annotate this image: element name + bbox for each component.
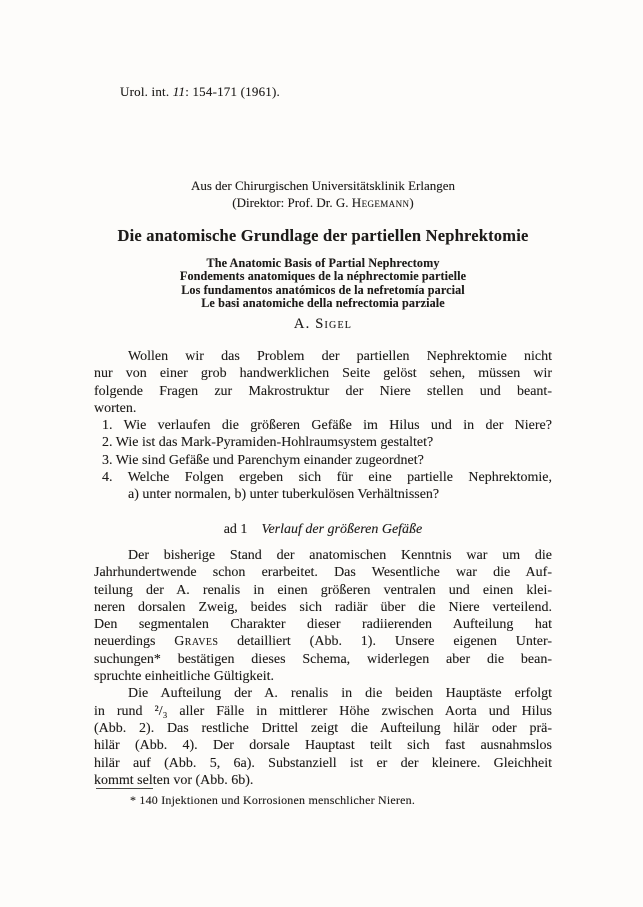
paragraph-line: teilung der A. renalis in einen größeren ventralen und einen klei- — [94, 582, 552, 598]
paragraph-line: (Abb. 2). Das restliche Drittel zeigt die Aufteilung hilär oder prä- — [94, 720, 552, 736]
paragraph-line: nur von einer grob handwerklichen Seite gelöst sehen, müssen wir — [94, 366, 552, 382]
text-run: ad 1 — [223, 521, 248, 537]
institution-line — [94, 178, 552, 195]
footnote-rule — [96, 788, 153, 789]
list-line: a) unter normalen, b) unter tuberkulösen Verhältnissen? — [128, 487, 440, 503]
text-run: 11 — [172, 84, 186, 99]
text-run — [247, 522, 261, 537]
translated-title: Le basi anatomiche della nefrectomia parziale — [201, 296, 445, 311]
institution-line — [94, 195, 552, 212]
paragraph-line: Die Aufteilung der A. renalis in die beiden Hauptäste erfolgt — [128, 686, 552, 702]
paragraph-line: folgende Fragen zur Makrostruktur der Niere stellen und beant- — [94, 383, 552, 399]
paragraph-line: hilär auf (Abb. 5, 6a). Substanziell ist er der kleinere. Gleichheit — [94, 755, 552, 771]
list-line: 4. Welche Folgen ergeben sich für eine partielle Nephrektomie, — [102, 470, 552, 486]
list-line: 1. Wie verlaufen die größeren Gefäße im Hilus und in der Niere? — [102, 418, 552, 434]
text-run: neuerdings — [94, 634, 175, 650]
paragraph-line: worten. — [94, 400, 137, 416]
translated-title: Fondements anatomiques de la néphrectomie partielle — [179, 269, 467, 284]
translated-titles — [94, 257, 552, 311]
article-title: Die anatomische Grundlage der partiellen Nephrektomie — [117, 226, 529, 245]
text-run: Verlauf der größeren Gefäße — [261, 521, 423, 537]
paragraph-line: kommt selten vor (Abb. 6b). — [94, 772, 254, 788]
text-run: detailliert (Abb. 1). Unsere eigenen Unter- — [218, 634, 552, 650]
paragraph-line: hilär (Abb. 4). Der dorsale Hauptast teilt sich fast ausnahmslos — [94, 738, 552, 754]
paragraph-line — [94, 633, 552, 650]
text-run: Graves — [174, 634, 219, 650]
footnote-block — [94, 788, 552, 808]
paragraph-line: in rund ²/₃ aller Fälle in mittlerer Höhe zwischen Aorta und Hilus — [94, 703, 552, 719]
paragraph-line: neren dorsalen Zweig, beides sich radiär über die Niere verteilend. — [94, 599, 552, 615]
paragraph-line: suchungen* bestätigen dieses Schema, widerlegen aber die bean- — [94, 651, 552, 667]
text-run: : 154-171 (1961). — [185, 84, 280, 99]
paragraph-line: spruchte einheitliche Gültigkeit. — [94, 669, 275, 685]
paragraph-line: Den segmentalen Charakter dieser radiierenden Aufteilung hat — [94, 617, 552, 633]
list-line: 3. Wie sind Gefäße und Parenchym einander zugeordnet? — [102, 452, 424, 468]
paragraph-line: Wollen wir das Problem der partiellen Nephrektomie nicht — [128, 349, 552, 364]
text-run: Hegemann — [351, 194, 410, 210]
author-name: A. Sigel — [293, 316, 353, 332]
text-run: Urol. int. — [120, 84, 173, 99]
footnote-text: * 140 Injektionen und Korrosionen menschlicher Nieren. — [130, 793, 416, 807]
text-run: Aus der Chirurgischen Universitätsklinik Erlangen — [190, 178, 456, 193]
text-run: (Direktor: Prof. Dr. G. — [232, 194, 352, 210]
text-run: ) — [409, 194, 414, 210]
paragraph-line: Der bisherige Stand der anatomischen Kenntnis war um die — [128, 547, 552, 563]
section-heading — [94, 521, 552, 538]
paragraph-line: Jahrhundertwende schon erarbeitet. Das Wesentliche war die Auf- — [94, 565, 552, 581]
translated-title: The Anatomic Basis of Partial Nephrectomy — [206, 256, 440, 270]
translated-title: Los fundamentos anatómicos de la nefretomía parcial — [181, 282, 465, 297]
institution-block — [94, 178, 552, 211]
article-body — [94, 348, 552, 789]
journal-citation — [120, 84, 280, 100]
list-line: 2. Wie ist das Mark-Pyramiden-Hohlraumsystem gestaltet? — [102, 435, 434, 451]
